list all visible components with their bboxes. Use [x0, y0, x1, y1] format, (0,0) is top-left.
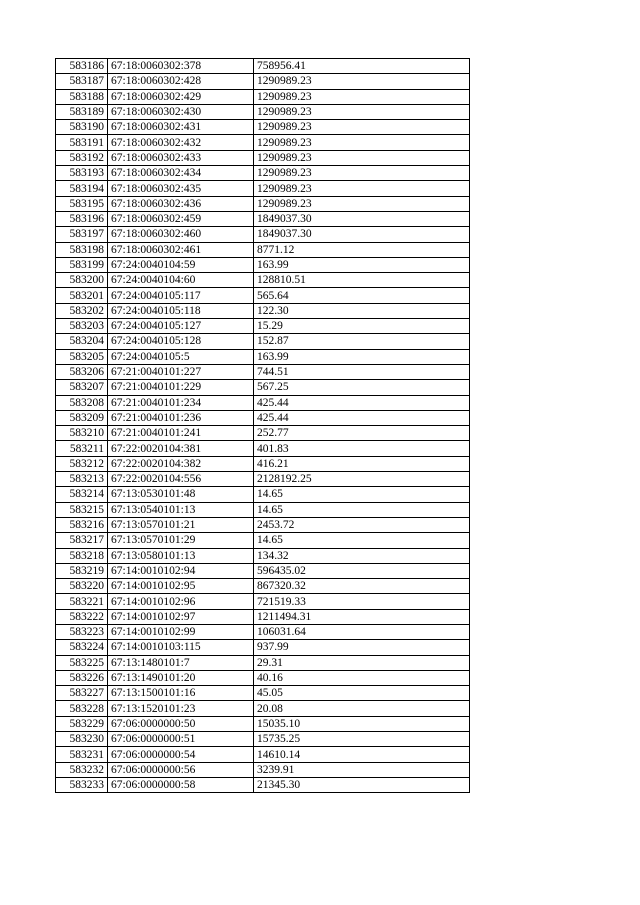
table-row — [56, 594, 470, 609]
value-cell: 1290989.23 — [254, 135, 470, 150]
cadastral-number-cell: 67:14:0010102:97 — [108, 609, 254, 624]
row-number-cell: 583224 — [56, 640, 108, 655]
table-row — [56, 441, 470, 456]
cadastral-number-cell: 67:13:1520101:23 — [108, 701, 254, 716]
value-cell: 40.16 — [254, 670, 470, 685]
table-row — [56, 349, 470, 364]
table-row — [56, 319, 470, 334]
row-number-cell: 583187 — [56, 74, 108, 89]
table-row — [56, 196, 470, 211]
value-cell: 14.65 — [254, 502, 470, 517]
row-number-cell: 583189 — [56, 104, 108, 119]
cadastral-number-cell: 67:18:0060302:434 — [108, 166, 254, 181]
cadastral-number-cell: 67:13:0570101:29 — [108, 533, 254, 548]
cadastral-number-cell: 67:21:0040101:234 — [108, 395, 254, 410]
value-cell: 134.32 — [254, 548, 470, 563]
cadastral-number-cell: 67:06:0000000:54 — [108, 747, 254, 762]
value-cell: 2128192.25 — [254, 472, 470, 487]
cadastral-number-cell: 67:21:0040101:229 — [108, 380, 254, 395]
cadastral-number-cell: 67:14:0010102:96 — [108, 594, 254, 609]
table-row — [56, 686, 470, 701]
value-cell: 15035.10 — [254, 716, 470, 731]
table-row — [56, 303, 470, 318]
cadastral-number-cell: 67:22:0020104:556 — [108, 472, 254, 487]
value-cell: 1290989.23 — [254, 89, 470, 104]
cadastral-number-cell: 67:24:0040104:59 — [108, 257, 254, 272]
value-cell: 1290989.23 — [254, 196, 470, 211]
cadastral-number-cell: 67:24:0040105:118 — [108, 303, 254, 318]
row-number-cell: 583221 — [56, 594, 108, 609]
table-row — [56, 395, 470, 410]
table-row — [56, 104, 470, 119]
row-number-cell: 583191 — [56, 135, 108, 150]
table-row — [56, 288, 470, 303]
table-row — [56, 410, 470, 425]
row-number-cell: 583211 — [56, 441, 108, 456]
table-row — [56, 732, 470, 747]
cadastral-number-cell: 67:18:0060302:433 — [108, 150, 254, 165]
row-number-cell: 583229 — [56, 716, 108, 731]
cadastral-number-cell: 67:13:0540101:13 — [108, 502, 254, 517]
table-row — [56, 456, 470, 471]
table-row — [56, 609, 470, 624]
cadastral-number-cell: 67:18:0060302:459 — [108, 211, 254, 226]
cadastral-number-cell: 67:13:0580101:13 — [108, 548, 254, 563]
row-number-cell: 583194 — [56, 181, 108, 196]
row-number-cell: 583233 — [56, 777, 108, 792]
cadastral-number-cell: 67:21:0040101:241 — [108, 426, 254, 441]
table-row — [56, 364, 470, 379]
cadastral-number-cell: 67:24:0040105:117 — [108, 288, 254, 303]
row-number-cell: 583203 — [56, 319, 108, 334]
value-cell: 565.64 — [254, 288, 470, 303]
value-cell: 1290989.23 — [254, 104, 470, 119]
table-row — [56, 120, 470, 135]
cadastral-number-cell: 67:18:0060302:435 — [108, 181, 254, 196]
table-row — [56, 380, 470, 395]
cadastral-number-cell: 67:13:1490101:20 — [108, 670, 254, 685]
value-cell: 425.44 — [254, 395, 470, 410]
row-number-cell: 583214 — [56, 487, 108, 502]
cadastral-number-cell: 67:14:0010103:115 — [108, 640, 254, 655]
row-number-cell: 583196 — [56, 211, 108, 226]
table-row — [56, 89, 470, 104]
cadastral-number-cell: 67:18:0060302:430 — [108, 104, 254, 119]
table-row — [56, 59, 470, 74]
table-row — [56, 563, 470, 578]
cadastral-number-cell: 67:13:1480101:7 — [108, 655, 254, 670]
cadastral-number-cell: 67:22:0020104:381 — [108, 441, 254, 456]
cadastral-number-cell: 67:24:0040105:5 — [108, 349, 254, 364]
value-cell: 416.21 — [254, 456, 470, 471]
row-number-cell: 583212 — [56, 456, 108, 471]
row-number-cell: 583213 — [56, 472, 108, 487]
table-row — [56, 334, 470, 349]
value-cell: 45.05 — [254, 686, 470, 701]
table-row — [56, 135, 470, 150]
table-row — [56, 227, 470, 242]
value-cell: 106031.64 — [254, 624, 470, 639]
table-row — [56, 762, 470, 777]
cadastral-number-cell: 67:18:0060302:436 — [108, 196, 254, 211]
value-cell: 128810.51 — [254, 273, 470, 288]
table-row — [56, 640, 470, 655]
table-row — [56, 150, 470, 165]
table-row — [56, 533, 470, 548]
value-cell: 21345.30 — [254, 777, 470, 792]
row-number-cell: 583188 — [56, 89, 108, 104]
row-number-cell: 583217 — [56, 533, 108, 548]
cadastral-number-cell: 67:18:0060302:429 — [108, 89, 254, 104]
row-number-cell: 583207 — [56, 380, 108, 395]
row-number-cell: 583228 — [56, 701, 108, 716]
table-row — [56, 716, 470, 731]
value-cell: 744.51 — [254, 364, 470, 379]
table-row — [56, 472, 470, 487]
cadastral-number-cell: 67:18:0060302:461 — [108, 242, 254, 257]
row-number-cell: 583222 — [56, 609, 108, 624]
row-number-cell: 583202 — [56, 303, 108, 318]
cadastral-number-cell: 67:18:0060302:428 — [108, 74, 254, 89]
cadastral-number-cell: 67:18:0060302:431 — [108, 120, 254, 135]
cadastral-number-cell: 67:13:0570101:21 — [108, 517, 254, 532]
table-row — [56, 502, 470, 517]
row-number-cell: 583200 — [56, 273, 108, 288]
cadastral-number-cell: 67:14:0010102:99 — [108, 624, 254, 639]
value-cell: 163.99 — [254, 257, 470, 272]
value-cell: 122.30 — [254, 303, 470, 318]
row-number-cell: 583209 — [56, 410, 108, 425]
value-cell: 758956.41 — [254, 59, 470, 74]
value-cell: 152.87 — [254, 334, 470, 349]
value-cell: 1290989.23 — [254, 74, 470, 89]
cadastral-number-cell: 67:24:0040105:128 — [108, 334, 254, 349]
table-row — [56, 624, 470, 639]
value-cell: 1290989.23 — [254, 120, 470, 135]
row-number-cell: 583198 — [56, 242, 108, 257]
row-number-cell: 583201 — [56, 288, 108, 303]
cadastral-number-cell: 67:13:1500101:16 — [108, 686, 254, 701]
value-cell: 3239.91 — [254, 762, 470, 777]
row-number-cell: 583206 — [56, 364, 108, 379]
value-cell: 867320.32 — [254, 579, 470, 594]
value-cell: 1290989.23 — [254, 181, 470, 196]
row-number-cell: 583197 — [56, 227, 108, 242]
table-row — [56, 181, 470, 196]
value-cell: 567.25 — [254, 380, 470, 395]
row-number-cell: 583232 — [56, 762, 108, 777]
value-cell: 163.99 — [254, 349, 470, 364]
cadastral-number-cell: 67:06:0000000:58 — [108, 777, 254, 792]
row-number-cell: 583223 — [56, 624, 108, 639]
value-cell: 1849037.30 — [254, 227, 470, 242]
row-number-cell: 583199 — [56, 257, 108, 272]
table-row — [56, 701, 470, 716]
table-row — [56, 579, 470, 594]
row-number-cell: 583215 — [56, 502, 108, 517]
row-number-cell: 583192 — [56, 150, 108, 165]
cadastral-number-cell: 67:06:0000000:50 — [108, 716, 254, 731]
row-number-cell: 583218 — [56, 548, 108, 563]
cadastral-number-cell: 67:14:0010102:94 — [108, 563, 254, 578]
row-number-cell: 583204 — [56, 334, 108, 349]
value-cell: 20.08 — [254, 701, 470, 716]
table-row — [56, 487, 470, 502]
row-number-cell: 583216 — [56, 517, 108, 532]
table-row — [56, 747, 470, 762]
table-row — [56, 257, 470, 272]
row-number-cell: 583226 — [56, 670, 108, 685]
value-cell: 15735.25 — [254, 732, 470, 747]
value-cell: 29.31 — [254, 655, 470, 670]
value-cell: 1290989.23 — [254, 166, 470, 181]
cadastral-number-cell: 67:18:0060302:460 — [108, 227, 254, 242]
row-number-cell: 583205 — [56, 349, 108, 364]
table-row — [56, 426, 470, 441]
table-body — [56, 59, 470, 793]
cadastral-number-cell: 67:18:0060302:432 — [108, 135, 254, 150]
value-cell: 1211494.31 — [254, 609, 470, 624]
row-number-cell: 583208 — [56, 395, 108, 410]
value-cell: 8771.12 — [254, 242, 470, 257]
table-row — [56, 242, 470, 257]
row-number-cell: 583190 — [56, 120, 108, 135]
data-table — [55, 58, 470, 793]
value-cell: 2453.72 — [254, 517, 470, 532]
row-number-cell: 583225 — [56, 655, 108, 670]
table-row — [56, 273, 470, 288]
table-row — [56, 517, 470, 532]
cadastral-number-cell: 67:24:0040105:127 — [108, 319, 254, 334]
cadastral-number-cell: 67:22:0020104:382 — [108, 456, 254, 471]
row-number-cell: 583195 — [56, 196, 108, 211]
row-number-cell: 583210 — [56, 426, 108, 441]
value-cell: 1290989.23 — [254, 150, 470, 165]
row-number-cell: 583220 — [56, 579, 108, 594]
row-number-cell: 583227 — [56, 686, 108, 701]
table-row — [56, 211, 470, 226]
table-row — [56, 166, 470, 181]
cadastral-number-cell: 67:13:0530101:48 — [108, 487, 254, 502]
row-number-cell: 583219 — [56, 563, 108, 578]
cadastral-number-cell: 67:06:0000000:56 — [108, 762, 254, 777]
value-cell: 425.44 — [254, 410, 470, 425]
value-cell: 15.29 — [254, 319, 470, 334]
cadastral-number-cell: 67:14:0010102:95 — [108, 579, 254, 594]
cadastral-number-cell: 67:21:0040101:227 — [108, 364, 254, 379]
value-cell: 596435.02 — [254, 563, 470, 578]
value-cell: 401.83 — [254, 441, 470, 456]
value-cell: 14.65 — [254, 487, 470, 502]
table-row — [56, 548, 470, 563]
value-cell: 721519.33 — [254, 594, 470, 609]
cadastral-number-cell: 67:06:0000000:51 — [108, 732, 254, 747]
row-number-cell: 583230 — [56, 732, 108, 747]
value-cell: 1849037.30 — [254, 211, 470, 226]
row-number-cell: 583231 — [56, 747, 108, 762]
cadastral-number-cell: 67:18:0060302:378 — [108, 59, 254, 74]
table-row — [56, 670, 470, 685]
table-row — [56, 74, 470, 89]
table-row — [56, 655, 470, 670]
value-cell: 14610.14 — [254, 747, 470, 762]
row-number-cell: 583186 — [56, 59, 108, 74]
value-cell: 252.77 — [254, 426, 470, 441]
row-number-cell: 583193 — [56, 166, 108, 181]
cadastral-number-cell: 67:21:0040101:236 — [108, 410, 254, 425]
value-cell: 937.99 — [254, 640, 470, 655]
cadastral-number-cell: 67:24:0040104:60 — [108, 273, 254, 288]
table-row — [56, 777, 470, 792]
value-cell: 14.65 — [254, 533, 470, 548]
